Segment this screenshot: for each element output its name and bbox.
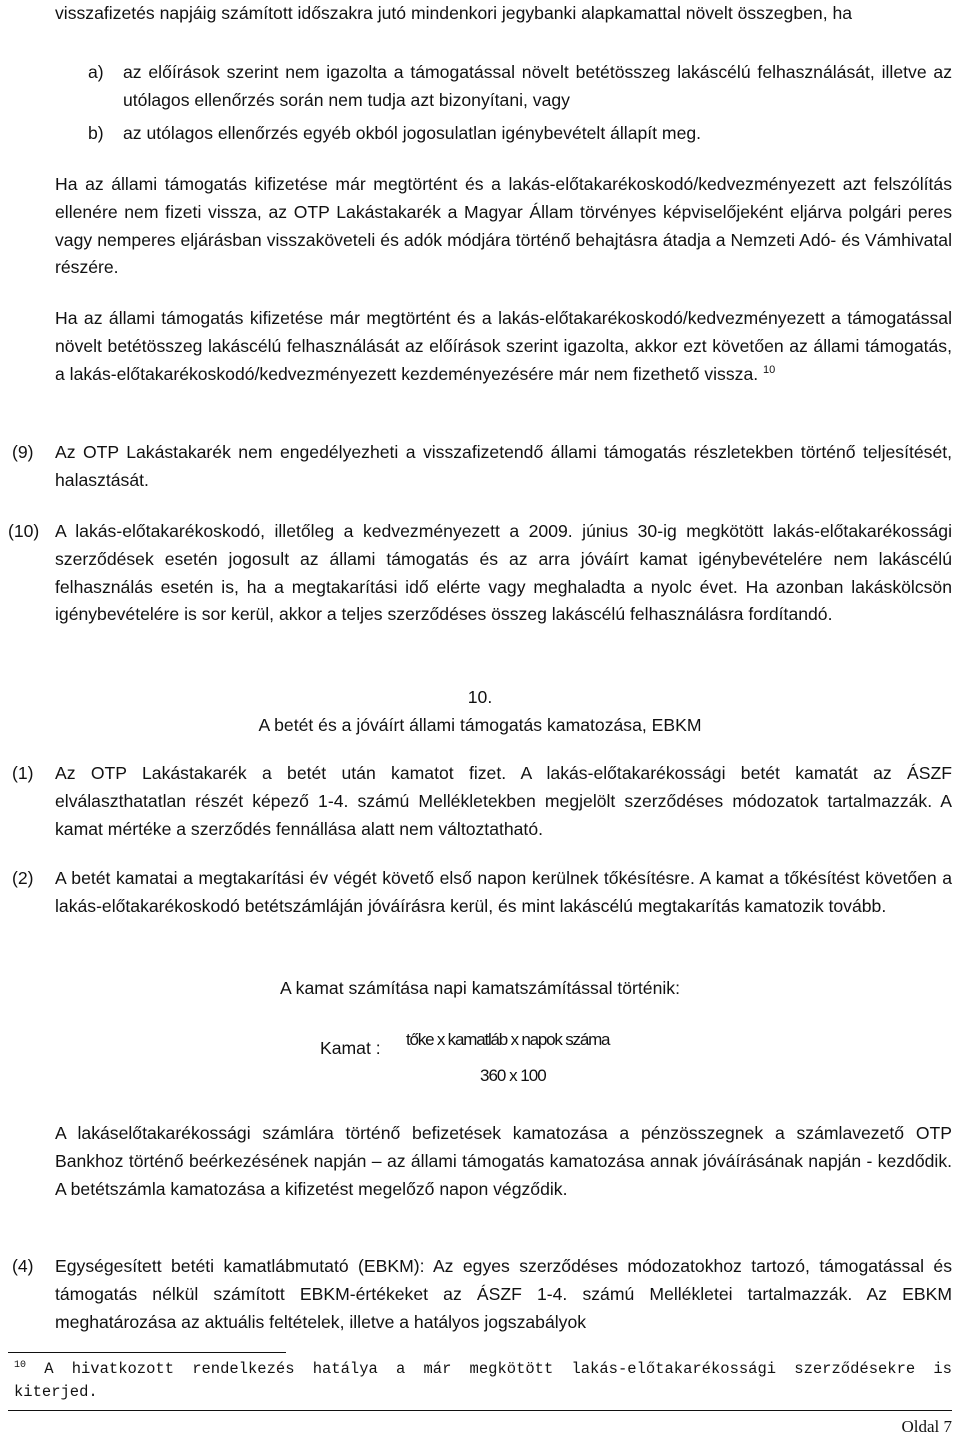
item-9-number: (9) bbox=[12, 442, 34, 462]
section-item-2 bbox=[12, 865, 952, 921]
paragraph-repayment-enforcement: Ha az állami támogatás kifizetése már megtörtént és a lakás-előtakarékoskodó/kedvezményezett azt felszólítás ellenére nem fizeti vissza, az OTP Lakástakarék a Magyar Állam törvényes képviselőjeként eljárva polgári peres vagy nemperes eljárásban visszaköveteli és adók módjára történő behajtásra átadja a Nemzeti Adó- és Vámhivatal részére. bbox=[55, 174, 952, 278]
section-title: A betét és a jóváírt állami támogatás kamatozása, EBKM bbox=[258, 715, 702, 735]
section-item-4 bbox=[12, 1253, 952, 1336]
section-item-4-text: Egységesített betéti kamatlábmutató (EBKM): Az egyes szerződéses módozatokhoz tartozó, támogatással és támogatás nélkül számított EBKM-értékeket az ÁSZF 1-4. számú Mellékletei tartalmazzák. Az EBKM meghatározása az aktuális feltételek, illetve a hatályos jogszabályok bbox=[55, 1256, 952, 1332]
list-text-a: az előírások szerint nem igazolta a támogatással növelt betétösszeg lakáscélú felhasználását, illetve az utólagos ellenőrzés során nem tudja azt bizonyítani, vagy bbox=[123, 62, 952, 110]
list-item-b bbox=[88, 120, 952, 148]
footnote-number: 10 bbox=[14, 1360, 27, 1371]
list-item-a bbox=[88, 59, 952, 115]
section-item-2-number: (2) bbox=[12, 868, 34, 888]
intro-paragraph: visszafizetés napjáig számított időszakra jutó mindenkori jegybanki alapkamattal növelt összegben, ha bbox=[55, 3, 853, 23]
section-item-4-number: (4) bbox=[12, 1256, 34, 1276]
page-footer-rule bbox=[8, 1410, 952, 1411]
interest-formula bbox=[320, 1030, 720, 1100]
section-item-1-text: Az OTP Lakástakarék a betét után kamatot fizet. A lakás-előtakarékossági betét kamatát az ÁSZF elválaszthatatlan részét képező 1-4. számú Mellékletekben megjelölt szerződéses módozatok tartalmazzák. A kamat mértéke a szerződés fennállása alatt nem változtatható. bbox=[55, 763, 952, 839]
footnote-text: A hivatkozott rendelkezés hatálya a már megkötött lakás-előtakarékossági szerződésekre is kiterjed. bbox=[14, 1360, 952, 1401]
formula-denominator: 360 x 100 bbox=[480, 1066, 546, 1085]
list-text-b: az utólagos ellenőrzés egyéb okból jogosulatlan igénybevételt állapít meg. bbox=[123, 123, 702, 143]
formula-intro: A kamat számítása napi kamatszámítással történik: bbox=[280, 978, 680, 998]
list-label-a: a) bbox=[88, 62, 104, 82]
formula-label: Kamat : bbox=[320, 1038, 381, 1058]
item-9 bbox=[12, 439, 952, 495]
item-9-text: Az OTP Lakástakarék nem engedélyezheti a visszafizetendő állami támogatás részletekben történő teljesítését, halasztását. bbox=[55, 442, 952, 490]
section-number: 10. bbox=[467, 687, 493, 707]
page-number: Oldal 7 bbox=[901, 1417, 952, 1436]
paragraph-interest-start: A lakáselőtakarékossági számlára történő befizetések kamatozása a pénzösszegnek a számlavezető OTP Bankhoz történő beérkezésének napján – az állami támogatás kamatozása annak jóváírásának napján - kezdődik. A betétszámla kamatozása a kifizetést megelőző napon végződik. bbox=[55, 1123, 952, 1199]
paragraph-repayment-not-allowed bbox=[55, 305, 952, 388]
section-item-1 bbox=[12, 760, 952, 843]
list-label-b: b) bbox=[88, 123, 104, 143]
section-item-1-number: (1) bbox=[12, 763, 34, 783]
section-item-2-text: A betét kamatai a megtakarítási év végét követő első napon kerülnek tőkésítésre. A kamat a tőkésítést követően a lakás-előtakarékoskodó betétszámláján jóváírásra kerül, és mint lakáscélú megtakarítás kamatozik tovább. bbox=[55, 868, 952, 916]
footnote-separator bbox=[8, 1352, 286, 1353]
footnote-reference[interactable]: 10 bbox=[763, 363, 776, 376]
item-10 bbox=[8, 518, 952, 629]
item-10-text: A lakás-előtakarékoskodó, illetőleg a kedvezményezett a 2009. június 30-ig megkötött lakás-előtakarékossági szerződések esetén jogosult az állami támogatás és az arra jóváírt kamat igénybevételére nem lakáscélú felhasználás esetén is, ha a megtakarítási idő elérte vagy meghaladta a nyolc évet. Ha azonban lakáskölcsön igénybevételére is sor kerül, akkor a teljes szerződéses összeg lakáscélú felhasználásra fordítandó. bbox=[55, 521, 952, 625]
paragraph-repayment-text: Ha az állami támogatás kifizetése már megtörtént és a lakás-előtakarékoskodó/kedvezményezett a támogatással növelt betétösszeg lakáscélú felhasználását az előírások szerint igazolta, akkor ezt követően az állami támogatás, a lakás-előtakarékoskodó/kedvezményezett kezdeményezésére már nem fizethető vissza. bbox=[55, 308, 952, 384]
footnote bbox=[14, 1358, 952, 1404]
item-10-number: (10) bbox=[8, 521, 40, 541]
formula-numerator: tőke x kamatláb x napok száma bbox=[406, 1030, 610, 1049]
